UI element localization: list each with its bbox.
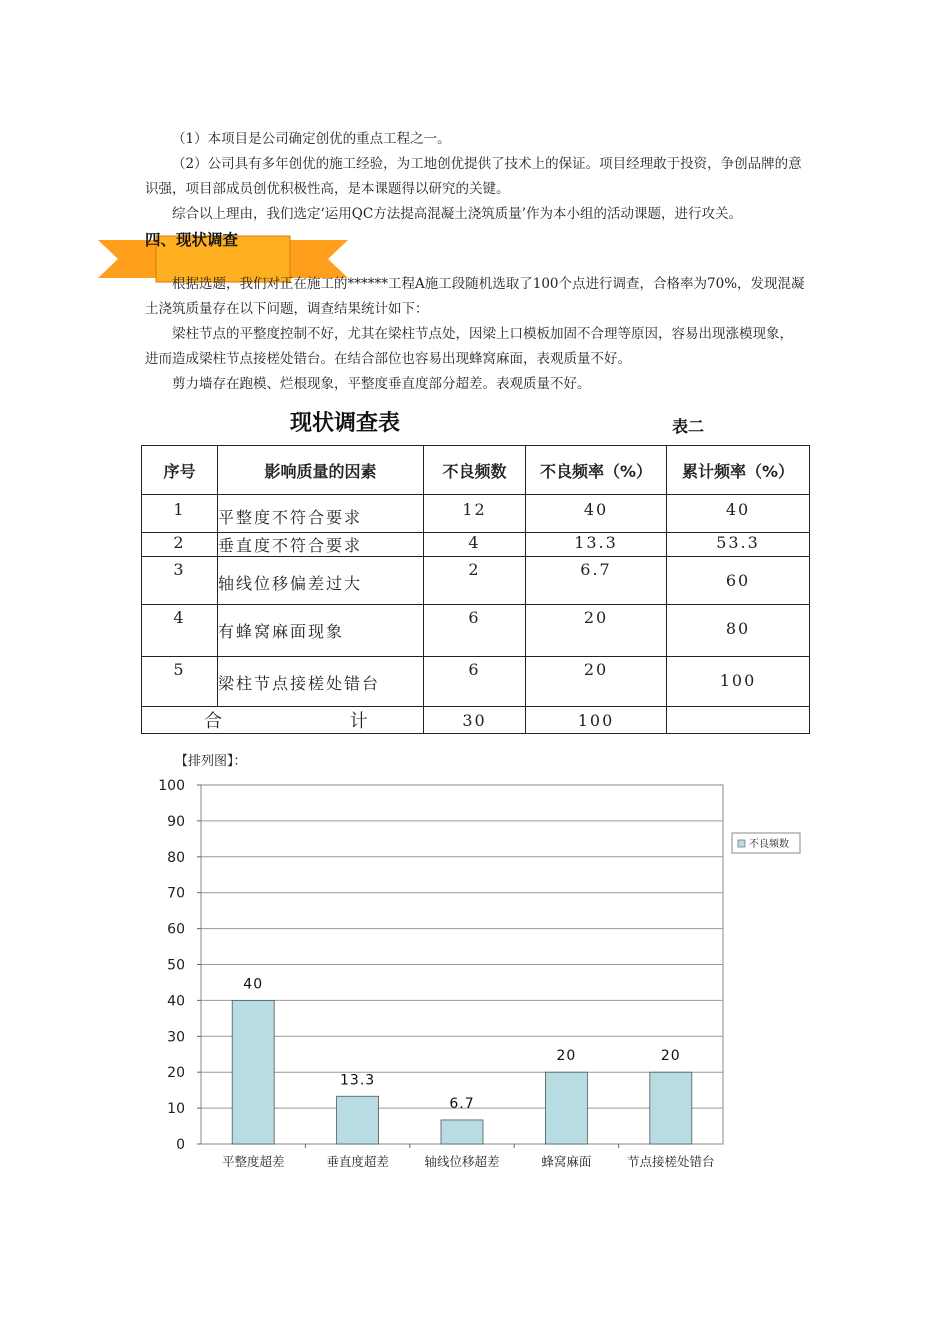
y-tick-label: 90 [167, 813, 185, 830]
cell-factor: 垂直度不符合要求 [218, 533, 424, 557]
table-total-row [142, 707, 810, 734]
y-tick-label: 40 [167, 993, 185, 1010]
intro-paragraph-1: （1）本项目是公司确定创优的重点工程之一。 [172, 131, 451, 147]
table-number: 表二 [672, 417, 705, 436]
total-label-b: 计 [349, 711, 370, 732]
survey-table [141, 445, 810, 734]
cell-no: 1 [142, 495, 218, 533]
y-tick-label: 30 [167, 1029, 185, 1046]
data-label: 13.3 [340, 1072, 376, 1089]
bar [232, 1000, 274, 1144]
bar [337, 1096, 379, 1144]
table-row [142, 557, 810, 605]
survey-paragraph-1: 根据选题，我们对正在施工的******工程A施工段随机选取了100个点进行调查，合格率为70%，发现混凝土浇筑质量存在以下问题，调查结果统计如下： [145, 276, 805, 317]
data-label: 40 [243, 976, 264, 993]
intro-paragraph-3: 综合以上理由，我们选定‘运用QC方法提高混凝土浇筑质量’作为本小组的活动课题，进行攻关。 [172, 206, 742, 222]
cell-count: 12 [424, 495, 526, 533]
cell-freq: 40 [526, 495, 667, 533]
x-tick-label: 平整度超差 [221, 1154, 285, 1169]
y-tick-label: 80 [167, 849, 185, 866]
data-label: 20 [660, 1048, 681, 1065]
header-count: 不良频数 [424, 446, 526, 495]
legend-label: 不良频数 [749, 839, 789, 850]
header-factor: 影响质量的因素 [218, 446, 424, 495]
y-tick-label: 70 [167, 885, 185, 902]
bar [545, 1072, 587, 1144]
header-freq: 不良频率（%） [526, 446, 667, 495]
cell-factor: 轴线位移偏差过大 [218, 557, 424, 605]
table-row [142, 495, 810, 533]
x-tick-label: 节点接槎处错台 [627, 1154, 715, 1169]
x-tick-label: 轴线位移超差 [424, 1154, 500, 1169]
x-tick-label: 垂直度超差 [326, 1154, 389, 1169]
cell-factor: 平整度不符合要求 [218, 495, 424, 533]
y-tick-label: 60 [167, 921, 185, 938]
cell-count: 6 [424, 657, 526, 707]
legend-swatch [738, 840, 745, 847]
y-tick-label: 20 [167, 1065, 185, 1082]
cell-no: 3 [142, 557, 218, 605]
total-label-a: 合 [204, 711, 224, 732]
cell-factor: 有蜂窝麻面现象 [218, 605, 424, 657]
cell-no: 5 [142, 657, 218, 707]
cell-no: 4 [142, 605, 218, 657]
y-tick-label: 100 [158, 778, 185, 794]
cell-total-label [142, 707, 424, 734]
header-no: 序号 [142, 446, 218, 495]
data-label: 20 [556, 1048, 577, 1065]
pareto-bar-chart [140, 770, 820, 1180]
header-cum: 累计频率（%） [667, 446, 810, 495]
table-header-row [142, 446, 810, 495]
cell-cum: 40 [667, 495, 810, 533]
cell-cum: 100 [667, 657, 810, 707]
table-title: 现状调查表 [290, 411, 401, 436]
cell-freq: 20 [526, 657, 667, 707]
cell-total-cum [667, 707, 810, 734]
bar [650, 1072, 692, 1144]
cell-cum: 80 [667, 605, 810, 657]
section-heading: 四、现状调查 [145, 231, 239, 249]
y-tick-label: 10 [167, 1101, 185, 1118]
y-tick-label: 50 [167, 957, 185, 974]
pareto-chart-label: 【排列图】： [175, 754, 247, 769]
cell-count: 2 [424, 557, 526, 605]
cell-count: 4 [424, 533, 526, 557]
table-row [142, 605, 810, 657]
cell-count: 6 [424, 605, 526, 657]
x-tick-label: 蜂窝麻面 [541, 1154, 592, 1169]
cell-freq: 20 [526, 605, 667, 657]
survey-paragraph-3: 剪力墙存在跑模、烂根现象，平整度垂直度部分超差。表观质量不好。 [172, 376, 591, 392]
cell-freq: 13.3 [526, 533, 667, 557]
data-label: 6.7 [449, 1095, 475, 1112]
cell-total-count: 30 [424, 707, 526, 734]
table-row [142, 657, 810, 707]
cell-cum: 53.3 [667, 533, 810, 557]
cell-freq: 6.7 [526, 557, 667, 605]
y-tick-label: 0 [176, 1137, 185, 1153]
cell-factor: 梁柱节点接槎处错台 [218, 657, 424, 707]
cell-no: 2 [142, 533, 218, 557]
intro-paragraph-2: （2）公司具有多年创优的施工经验，为工地创优提供了技术上的保证。项目经理敢于投资，争创品牌的意识强，项目部成员创优积极性高，是本课题得以研究的关键。 [145, 156, 802, 197]
survey-paragraph-2: 梁柱节点的平整度控制不好，尤其在梁柱节点处，因梁上口模板加固不合理等原因，容易出现涨模现象，进而造成梁柱节点接槎处错台。在结合部位也容易出现蜂窝麻面，表观质量不好。 [145, 326, 793, 367]
table-row [142, 533, 810, 557]
cell-cum: 60 [667, 557, 810, 605]
bar [441, 1120, 483, 1144]
cell-total-freq: 100 [526, 707, 667, 734]
